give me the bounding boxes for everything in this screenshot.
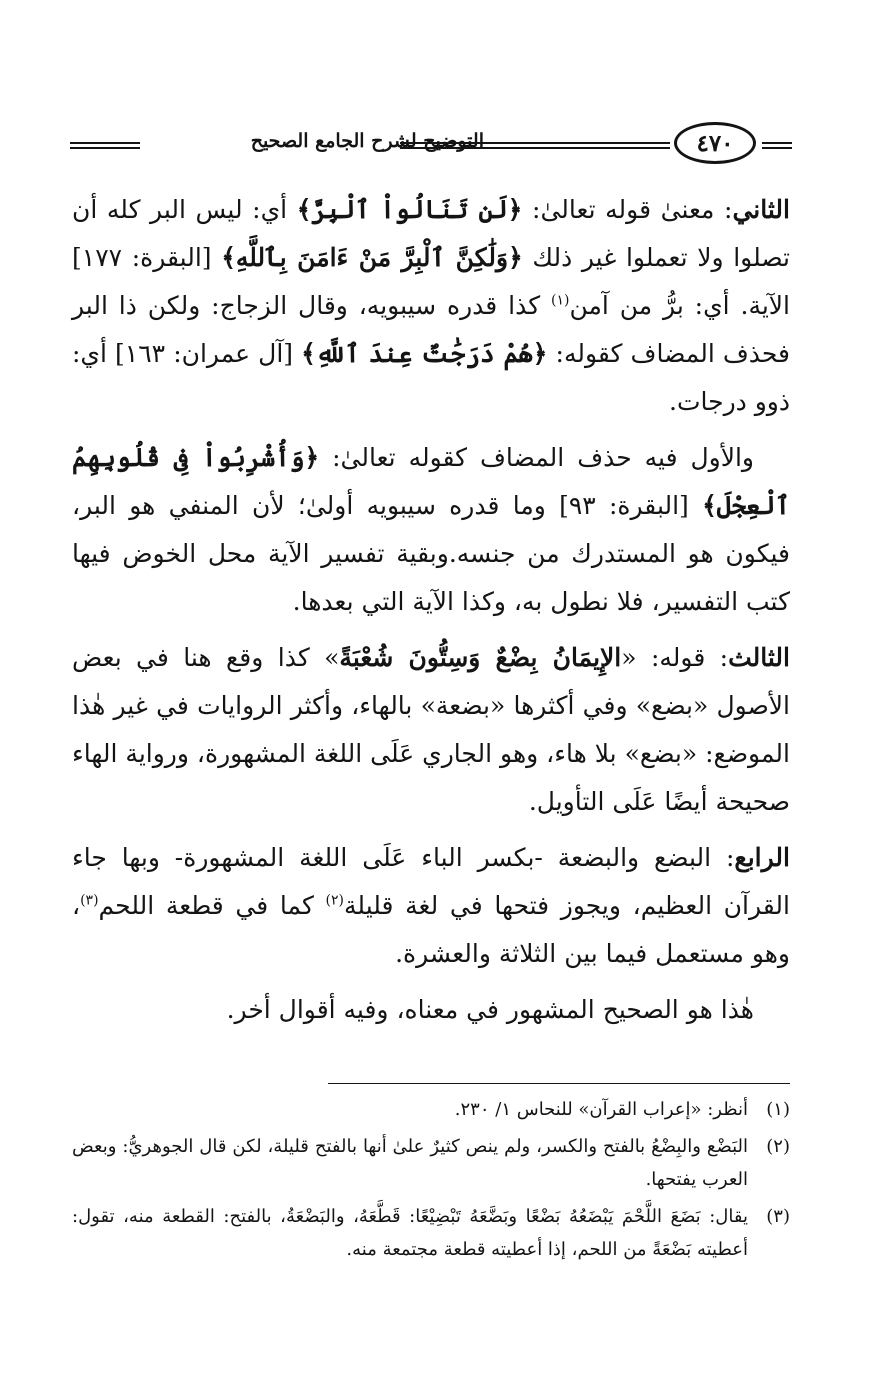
footnote [72, 1130, 790, 1196]
text-run: : معنىٰ قوله تعالىٰ: [522, 195, 733, 224]
paragraph-second [72, 186, 790, 426]
header-rule-right [762, 142, 792, 144]
text-run: » كذا وقع هنا في بعض الأصول «بضع» وفي أكثرها «بضعة» بالهاء، وأكثر الروايات في غير هٰذا الموضع: «بضع» بلا هاء، وهو الجاري عَلَى اللغة المشهورة، ورواية الهاء صحيحة أيضًا عَلَى التأويل. [72, 643, 790, 816]
text-run: : قوله: « [621, 643, 729, 672]
paragraph-fourth [72, 834, 790, 978]
footnote-text: البَضْع والبِضْعُ بالفتح والكسر، ولم ينص كثيرٌ علىٰ أنها بالفتح قليلة، لكن قال الجوهريُّ: وبعض العرب يفتحها. [72, 1136, 748, 1190]
text-run: [البقرة: ٩٣] وما قدره سيبويه أولىٰ؛ لأن المنفي هو البر، فيكون هو المستدرك من جنسه.وبقية تفسير الآية محل الخوض فيها كتب التفسير، فلا نطول به، وكذا الآية التي بعدها. [72, 491, 790, 616]
running-header [70, 122, 792, 168]
footnote-text: يقال: بَضَعَ اللَّحْمَ يَبْضَعُهُ بَضْعًا وبَضَّعَهُ تَبْضِيْعًا: قَطَّعَهُ، والبَضْعَةُ، بالفتح: القطعة منه، تقول: أعطيته بَضْعَةً من اللحم، إذا أعطيته قطعة مجتمعة منه. [72, 1206, 748, 1260]
footnote-ref: (٣) [80, 892, 99, 909]
footnote-number: (٢) [766, 1136, 790, 1157]
quran-quote: ﴿وَلَٰكِنَّ ٱلْبِرَّ مَنْ ءَامَنَ بِٱللَّهِ﴾ [221, 243, 523, 272]
paragraph-third [72, 634, 790, 826]
footnote-text: أنظر: «إعراب القرآن» للنحاس ١/ ٢٣٠. [454, 1099, 748, 1120]
text-run: : البضع والبضعة -بكسر الباء عَلَى اللغة المشهورة- وبها جاء القرآن العظيم، ويجوز فتحها في لغة قليلة [72, 843, 790, 920]
section-lead: الثاني [732, 195, 790, 224]
footnote-number: (١) [766, 1099, 790, 1120]
footnote-number: (٣) [766, 1206, 790, 1227]
text-run: ، وهو مستعمل فيما بين الثلاثة والعشرة. [72, 891, 790, 968]
quran-quote: ﴿وَأُشْرِبُواْ فِى قُلُوبِهِمُ ٱلْعِجْلَ﴾ [72, 443, 790, 520]
running-title: التوضيح لشرح الجامع الصحيح [250, 130, 484, 152]
header-rule-middle [400, 142, 670, 144]
text-run: [البقرة: ١٧٧] الآية. أي: برُّ من آمن [72, 243, 791, 320]
text-run: كذا قدره سيبويه، وقال الزجاج: ولكن ذا البر فحذف المضاف كقوله: [72, 291, 790, 368]
text-run: والأول فيه حذف المضاف كقوله تعالىٰ: [319, 443, 755, 472]
text-run: هٰذا هو الصحيح المشهور في معناه، وفيه أقوال أخر. [226, 995, 754, 1024]
hadith-quote: الإِيمَانُ بِضْعٌ وَسِتُّونَ شُعْبَةً [339, 643, 622, 672]
footnote-separator [328, 1083, 790, 1084]
text-run: أي: ليس البر كله أن تصلوا ولا تعملوا غير ذلك [72, 195, 790, 272]
text-run: كما في قطعة اللحم [98, 891, 326, 920]
main-text [72, 186, 790, 1042]
section-lead: الرابع [734, 843, 790, 872]
footnote-ref: (١) [551, 292, 570, 309]
page-number: ٤٧٠ [674, 122, 756, 164]
paragraph-first-opinion [72, 434, 790, 626]
text-run: [آل عمران: ١٦٣] أي: ذوو درجات. [72, 339, 790, 416]
footnotes [72, 1093, 790, 1270]
footnote-ref: (٢) [325, 892, 345, 909]
paragraph-conclusion [72, 986, 790, 1034]
quran-quote: ﴿هُمْ دَرَجَٰتٌ عِندَ ٱللَّهِ﴾ [301, 339, 548, 368]
section-lead: الثالث [728, 643, 790, 672]
quran-quote: ﴿لَن تَنَالُواْ ٱلْبِرَّ﴾ [296, 195, 523, 224]
footnote [72, 1093, 790, 1126]
header-rule-left [70, 142, 140, 144]
footnote [72, 1200, 790, 1266]
